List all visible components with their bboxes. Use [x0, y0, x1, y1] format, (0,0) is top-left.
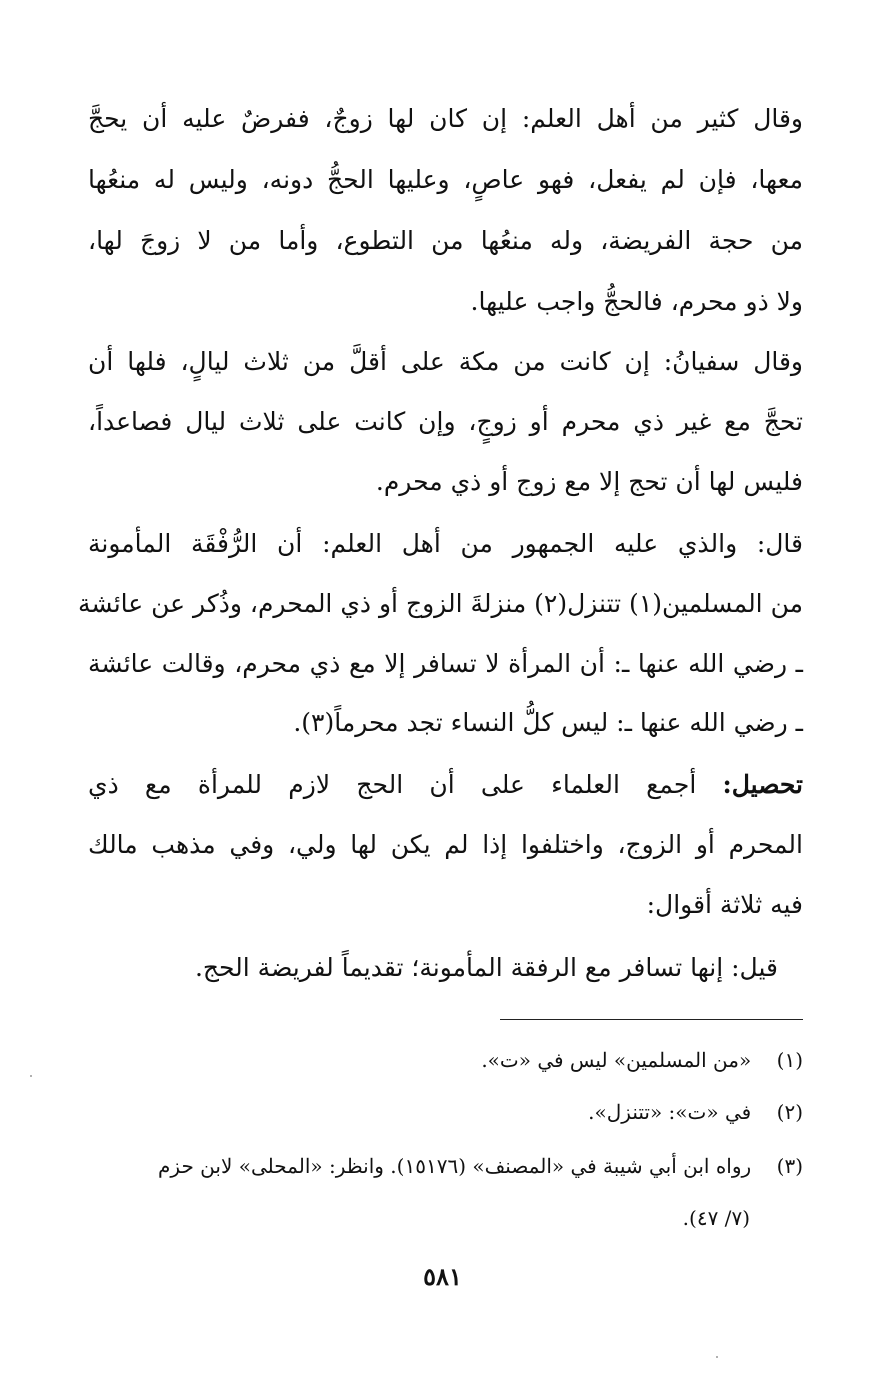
footnote-number: (٢): [776, 1100, 803, 1124]
text-line: المحرم أو الزوج، واختلفوا إذا لم يكن لها ولي، وفي مذهب مالك: [88, 830, 803, 859]
text-run: أجمع العلماء على أن الحج لازم للمرأة مع ذي: [88, 770, 723, 799]
text-line: قال: والذي عليه الجمهور من أهل العلم: أن الرُّفْقَة المأمونة: [88, 529, 803, 558]
footnote: [88, 1152, 803, 1180]
text-line: وقال سفيانُ: إن كانت من مكة على أقلَّ من ثلاث ليالٍ، فلها أن: [88, 347, 803, 376]
text-line: من المسلمين(١) تتنزل(٢) منزلةَ الزوج أو ذي المحرم، وذُكر عن عائشة: [78, 589, 803, 618]
text-line: فيه ثلاثة أقوال:: [646, 890, 803, 919]
text-line: تحجَّ مع غير ذي محرم أو زوجٍ، وإن كانت على ثلاث ليال فصاعداً،: [88, 407, 803, 436]
text-line: ولا ذو محرم، فالحجُّ واجب عليها.: [470, 287, 803, 316]
scan-speck: [716, 1356, 718, 1358]
footnote-text: «من المسلمين» ليس في «ت».: [481, 1048, 752, 1072]
footnote-number: (٣): [776, 1154, 803, 1178]
text-line: من حجة الفريضة، وله منعُها من التطوع، وأما من لا زوجَ لها،: [88, 226, 803, 255]
scan-speck: [30, 1075, 32, 1077]
footnote: [88, 1098, 803, 1126]
text-line: فليس لها أن تحج إلا مع زوج أو ذي محرم.: [375, 467, 803, 496]
footnote-text: في «ت»: «تتنزل».: [588, 1100, 752, 1124]
footnote-number: (١): [776, 1048, 803, 1072]
text-line: قيل: إنها تسافر مع الرفقة المأمونة؛ تقديماً لفريضة الحج.: [194, 953, 778, 982]
text-line: معها، فإن لم يفعل، فهو عاصٍ، وعليها الحجُّ دونه، وليس له منعُها: [88, 165, 803, 194]
section-heading: تحصيل:: [722, 770, 803, 799]
footnote-separator: [500, 1019, 803, 1020]
text-line: وقال كثير من أهل العلم: إن كان لها زوجٌ، ففرضٌ عليه أن يحجَّ: [88, 104, 803, 133]
text-line: ـ رضي الله عنها ـ: ليس كلُّ النساء تجد محرماً(٣).: [293, 708, 803, 737]
text-line: [88, 768, 803, 802]
footnote: [88, 1046, 803, 1074]
text-line: ـ رضي الله عنها ـ: أن المرأة لا تسافر إلا مع ذي محرم، وقالت عائشة: [88, 649, 803, 678]
footnote-text: رواه ابن أبي شيبة في «المصنف» (١٥١٧٦). وانظر: «المحلى» لابن حزم: [158, 1154, 752, 1178]
page-number: ٥٨١: [423, 1262, 462, 1291]
footnote-continuation: (٧/ ٤٧).: [682, 1206, 750, 1230]
